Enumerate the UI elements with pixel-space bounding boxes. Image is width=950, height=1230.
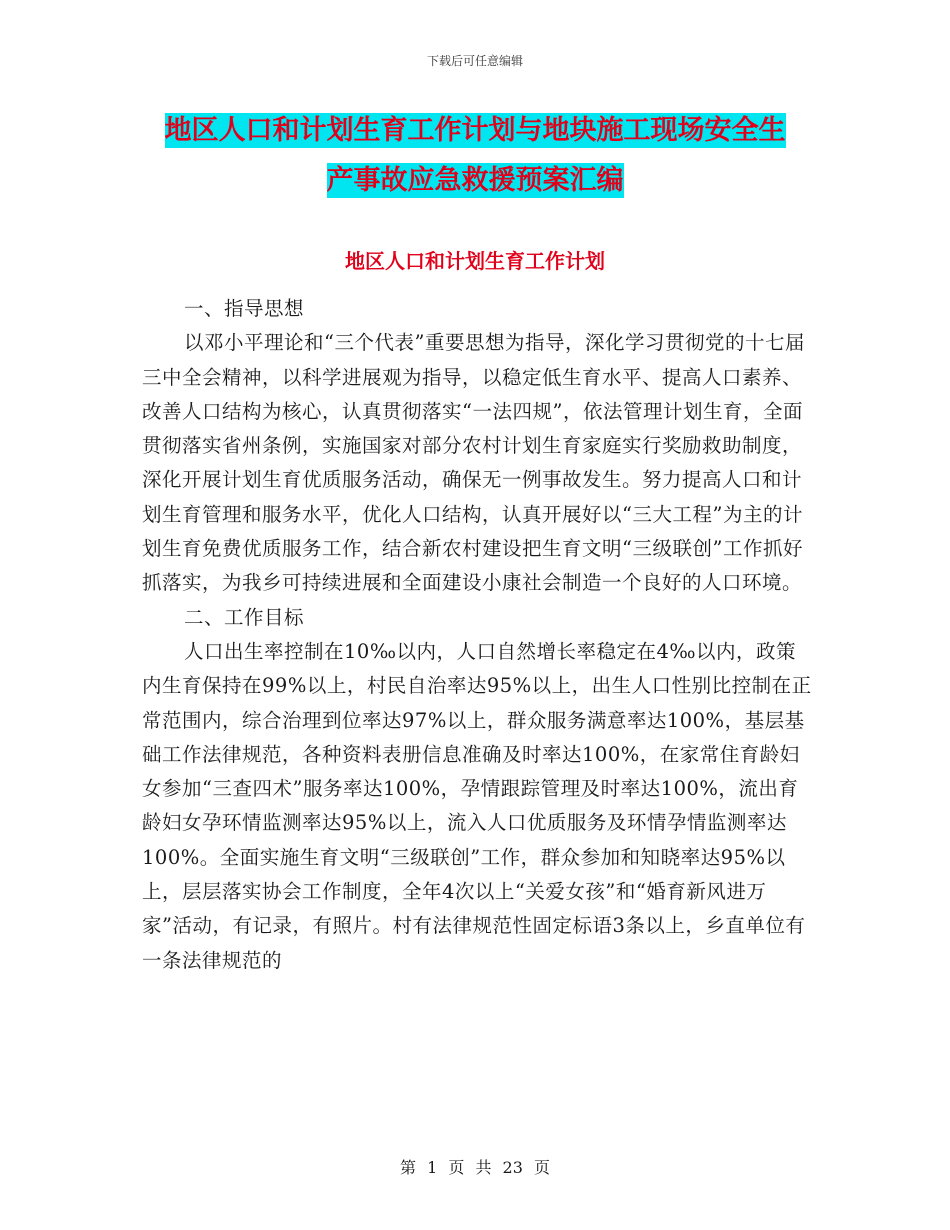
document-title <box>140 106 810 206</box>
paragraph-work-goals: 人口出生率控制在10‰以内，人口自然增长率稳定在4‰以内，政策内生育保持在99%以上，村民自治率达95%以上，出生人口性别比控制在正常范围内，综合治理到位率达97%以上，群众服务满意率达100%，基层基础工作法律规范，各种资料表册信息准确及时率达100%，在家常住育龄妇女参加“三查四术”服务率达100%，孕情跟踪管理及时率达100%，流出育龄妇女孕环情监测率达95%以上，流入人口优质服务及环情孕情监测率达100%。全面实施生育文明“三级联创”工作，群众参加和知晓率达95%以上，层层落实协会工作制度，全年4次以上“关爱女孩”和“婚育新风进万家”活动，有记录，有照片。村有法律规范性固定标语3条以上，乡直单位有一条法律规范的 <box>142 639 812 972</box>
title-highlight: 地区人口和计划生育工作计划与地块施工现场安全生 <box>164 115 786 146</box>
document-title-line-1 <box>140 106 810 156</box>
section-heading-work-goals: 二、工作目标 <box>184 605 305 629</box>
title-highlight: 产事故应急救援预案汇编 <box>326 165 624 196</box>
document-title-line-2 <box>140 156 810 206</box>
section-title: 地区人口和计划生育工作计划 <box>345 249 605 273</box>
paragraph-guiding-ideology: 以邓小平理论和“三个代表”重要思想为指导，深化学习贯彻党的十七届三中全会精神，以科学进展观为指导，以稳定低生育水平、提高人口素养、改善人口结构为核心，认真贯彻落实“一法四规”，依法管理计划生育，全面贯彻落实省州条例，实施国家对部分农村计划生育家庭实行奖励救助制度，深化开展计划生育优质服务活动，确保无一例事故发生。努力提高人口和计划生育管理和服务水平，优化人口结构，认真开展好以“三大工程”为主的计划生育免费优质服务工作，结合新农村建设把生育文明“三级联创”工作抓好抓落实，为我乡可持续进展和全面建设小康社会制造一个良好的人口环境。 <box>142 331 805 595</box>
section-heading-guiding-ideology: 一、指导思想 <box>184 297 305 320</box>
header-note: 下载后可任意编辑 <box>426 54 523 68</box>
page-footer: 第 1 页 共 23 页 <box>400 1158 550 1177</box>
document-body <box>142 292 812 978</box>
